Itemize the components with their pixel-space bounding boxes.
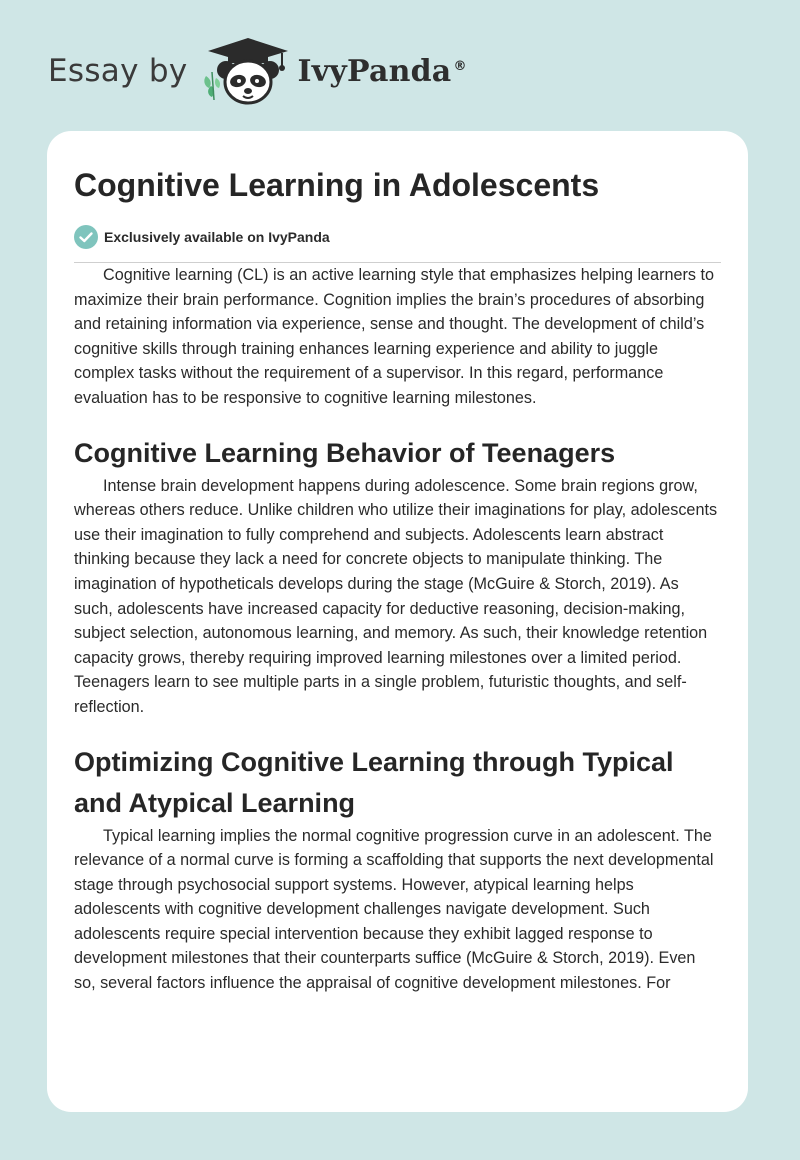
exclusive-badge bbox=[74, 225, 721, 249]
section-heading: Optimizing Cognitive Learning through Typical and Atypical Learning bbox=[74, 746, 674, 818]
essay-card bbox=[47, 131, 748, 1112]
check-circle-icon bbox=[74, 225, 98, 249]
section-paragraph: Intense brain development happens during adolescence. Some brain regions grow, whereas others reduce. Unlike children who utilize their imaginations for play, adolescents use their imagination to fully comprehend and subjects. Adolescents learn abstract thinking because they lack a need for concrete objects to manipulate thinking. The imagination of hypotheticals develops during the stage (McGuire & Storch, 2019). As such, adolescents have increased capacity for deductive reasoning, decision-making, subject selection, autonomous learning, and memory. As such, their knowledge retention capacity grows, thereby requiring improved learning milestones over a limited period. Teenagers learn to see multiple parts in a single problem, futuristic thoughts, and self-reflection. bbox=[74, 476, 718, 716]
intro-paragraph: Cognitive learning (CL) is an active learning style that emphasizes helping learners to maximize their brain performance. Cognition implies the brain’s procedures of absorbing and retaining information via experience, sense and thought. The development of child’s cognitive skills through training enhances learning experience and ability to juggle complex tasks without the requirement of a supervisor. In this regard, performance evaluation has to be responsive to cognitive learning milestones. bbox=[74, 266, 714, 407]
panda-logo-icon[interactable] bbox=[202, 36, 294, 106]
section-heading: Cognitive Learning Behavior of Teenagers bbox=[74, 437, 616, 468]
exclusive-badge-text: Exclusively available on IvyPanda bbox=[104, 229, 330, 245]
brand-header bbox=[48, 36, 467, 106]
brand-name: IvyPanda ® bbox=[297, 53, 467, 89]
registered-mark: ® bbox=[453, 58, 467, 74]
brand-prefix: Essay by bbox=[48, 53, 188, 89]
section-paragraph: Typical learning implies the normal cognitive progression curve in an adolescent. The relevance of a normal curve is forming a scaffolding that supports the next developmental stage through psychosocial support systems. However, atypical learning helps adolescents with cognitive development challenges navigate development. Such adolescents require special intervention because they exhibit lagged response to development milestones that their counterparts suffice (McGuire & Storch, 2019). Even so, several factors influence the appraisal of cognitive development milestones. For bbox=[74, 826, 714, 993]
page-title: Cognitive Learning in Adolescents bbox=[74, 167, 600, 203]
